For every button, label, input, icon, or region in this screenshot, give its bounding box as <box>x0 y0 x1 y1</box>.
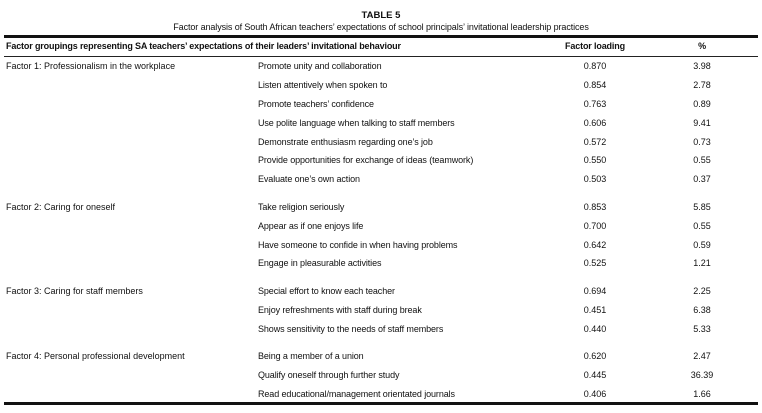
factor-loading-value: 0.642 <box>583 239 607 250</box>
percent-value: 1.21 <box>693 258 711 269</box>
factor-loading-value: 0.406 <box>583 388 607 399</box>
item-label: Being a member of a union <box>258 350 364 361</box>
percent-value: 9.41 <box>693 117 711 128</box>
percent-value: 5.33 <box>693 323 711 334</box>
factor-loading-value: 0.694 <box>583 285 607 296</box>
factor-label: Factor 1: Professionalism in the workplace <box>6 61 176 71</box>
table-row <box>0 134 762 153</box>
item-label: Read educational/management orientated journals <box>258 388 455 399</box>
header-percent: % <box>698 41 706 51</box>
header-factor-loading: Factor loading <box>565 41 625 51</box>
factor-loading-value: 0.606 <box>583 117 607 128</box>
table-row <box>0 152 762 171</box>
percent-value: 0.89 <box>693 98 711 109</box>
table-row <box>0 348 762 367</box>
percent-value: 3.98 <box>693 61 711 71</box>
factor-loading-value: 0.700 <box>583 220 607 231</box>
item-label: Evaluate one’s own action <box>258 174 360 185</box>
table-row <box>0 115 762 134</box>
table-row <box>0 199 762 218</box>
group-spacer <box>0 274 762 283</box>
table-body <box>0 58 762 405</box>
percent-value: 2.47 <box>693 350 711 361</box>
item-label: Provide opportunities for exchange of ideas (teamwork) <box>258 155 474 166</box>
group-spacer <box>0 190 762 199</box>
percent-value: 2.25 <box>693 285 711 296</box>
percent-value: 2.78 <box>693 79 711 90</box>
header-grouping: Factor groupings representing SA teachers’ expectations of their leaders’ invitational behaviour <box>6 41 401 51</box>
item-label: Engage in pleasurable activities <box>258 258 382 269</box>
top-rule <box>4 35 758 38</box>
factor-loading-value: 0.503 <box>583 174 607 185</box>
percent-value: 0.59 <box>693 239 711 250</box>
factor-label: Factor 3: Caring for staff members <box>6 285 143 296</box>
table-row <box>0 321 762 340</box>
table-caption: Factor analysis of South African teachers’ expectations of school principals’ invitational leadership practices <box>173 22 589 32</box>
item-label: Special effort to know each teacher <box>258 285 395 296</box>
table-row <box>0 367 762 386</box>
percent-value: 1.66 <box>693 388 711 399</box>
item-label: Promote unity and collaboration <box>258 61 382 71</box>
factor-loading-value: 0.870 <box>583 61 607 71</box>
factor-loading-value: 0.854 <box>583 79 607 90</box>
group-spacer <box>0 339 762 348</box>
factor-label: Factor 4: Personal professional development <box>6 350 185 361</box>
factor-loading-value: 0.853 <box>583 201 607 212</box>
percent-value: 36.39 <box>690 369 714 380</box>
percent-value: 0.55 <box>693 220 711 231</box>
table-row <box>0 237 762 256</box>
factor-loading-value: 0.445 <box>583 369 607 380</box>
table-row <box>0 96 762 115</box>
table-row <box>0 58 762 77</box>
item-label: Appear as if one enjoys life <box>258 220 364 231</box>
table-row <box>0 255 762 274</box>
factor-label: Factor 2: Caring for oneself <box>6 201 116 212</box>
table-row <box>0 218 762 237</box>
factor-loading-value: 0.572 <box>583 136 607 147</box>
item-label: Enjoy refreshments with staff during break <box>258 304 422 315</box>
item-label: Have someone to confide in when having problems <box>258 239 458 250</box>
factor-loading-value: 0.451 <box>583 304 607 315</box>
table-row <box>0 77 762 96</box>
table-row <box>0 171 762 190</box>
item-label: Qualify oneself through further study <box>258 369 400 380</box>
factor-loading-value: 0.763 <box>583 98 607 109</box>
table-title: TABLE 5 <box>361 10 401 21</box>
bottom-rule <box>4 402 758 405</box>
percent-value: 0.55 <box>693 155 711 166</box>
header-rule <box>4 56 758 57</box>
percent-value: 6.38 <box>693 304 711 315</box>
table-row <box>0 283 762 302</box>
factor-loading-value: 0.525 <box>583 258 607 269</box>
factor-loading-value: 0.440 <box>583 323 607 334</box>
item-label: Shows sensitivity to the needs of staff members <box>258 323 444 334</box>
item-label: Take religion seriously <box>258 201 345 212</box>
item-label: Promote teachers’ confidence <box>258 98 374 109</box>
item-label: Listen attentively when spoken to <box>258 79 388 90</box>
percent-value: 0.37 <box>693 174 711 185</box>
percent-value: 0.73 <box>693 136 711 147</box>
item-label: Demonstrate enthusiasm regarding one’s job <box>258 136 433 147</box>
percent-value: 5.85 <box>693 201 711 212</box>
table-row <box>0 302 762 321</box>
item-label: Use polite language when talking to staff members <box>258 117 455 128</box>
factor-loading-value: 0.620 <box>583 350 607 361</box>
factor-loading-value: 0.550 <box>583 155 607 166</box>
